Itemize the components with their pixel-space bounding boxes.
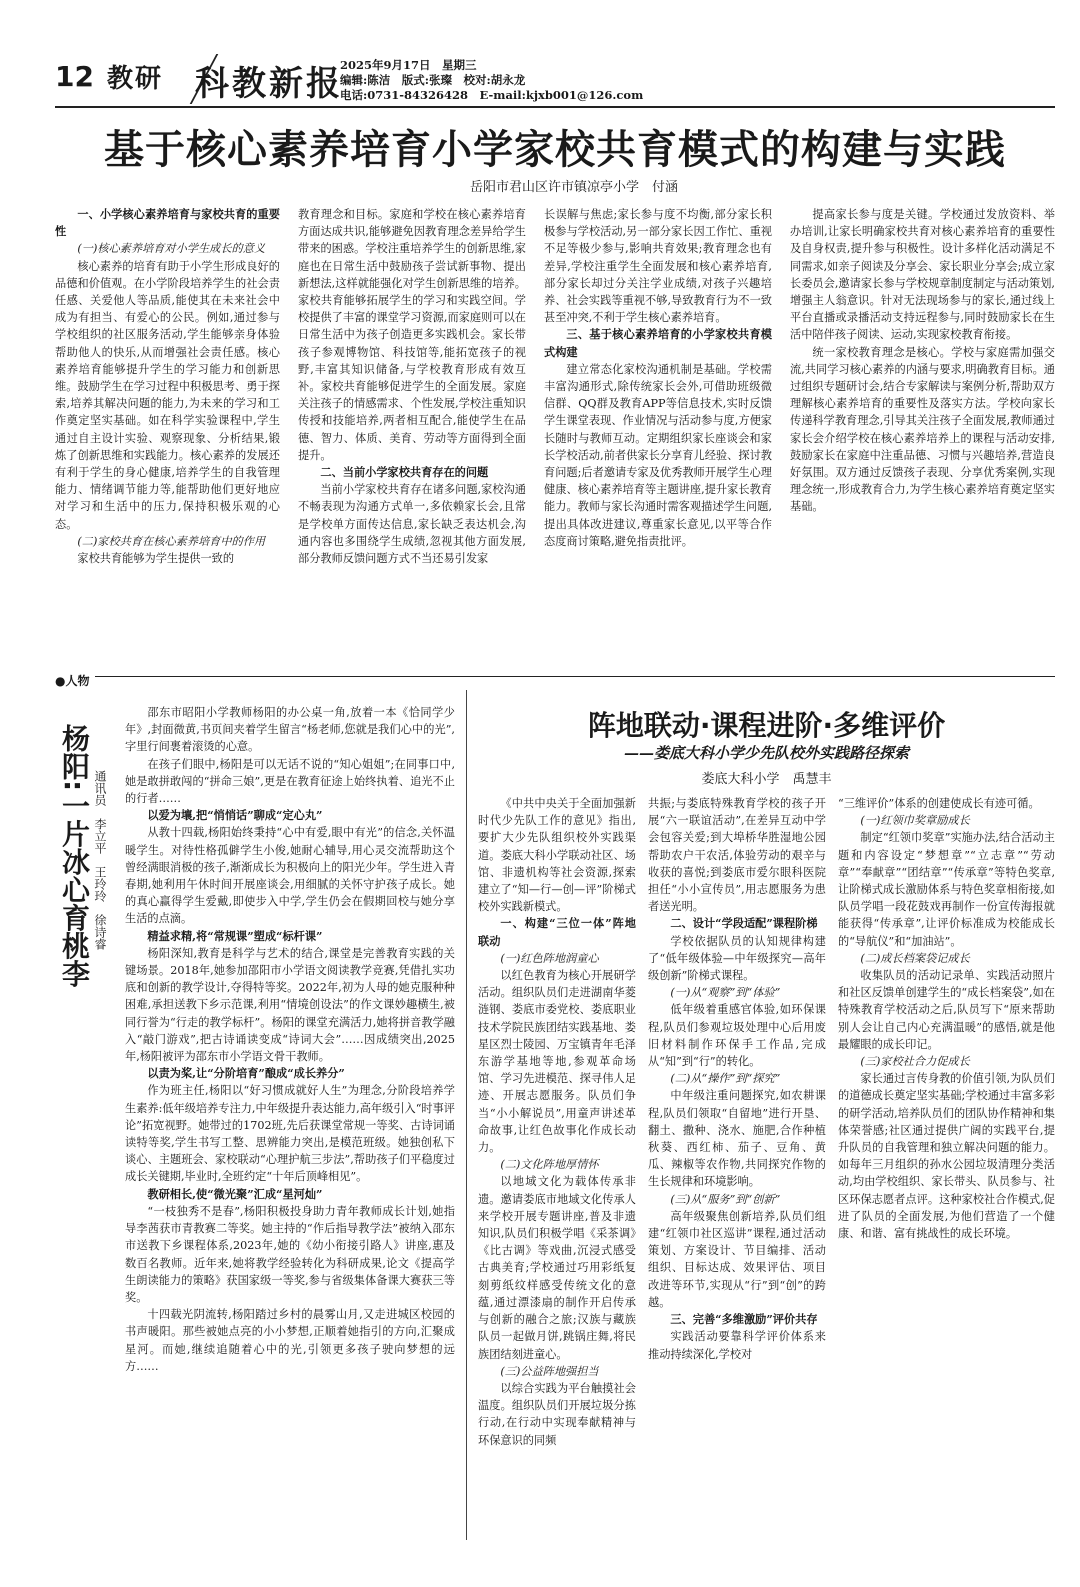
paragraph: 学校依据队员的认知规律构建了“低年级体验—中年级探究—高年级创新”阶梯式课程。	[648, 934, 826, 983]
subsection-heading: (二)成长档案袋记成长	[860, 951, 970, 965]
subsection-heading: (二)家校共育在核心素养培育中的作用	[77, 534, 266, 548]
paragraph: 作为班主任,杨阳以“好习惯成就好人生”为理念,分阶段培养学生素养:低年级培养专注力,中年级提升表达能力,高年级引入“时事评论”拓宽视野。她带过的1702班,先后获课堂常规一等奖、古诗词诵读特等奖,学生书写工整、思辨能力突出,是模范班级。她独创私下谈心、主题班会、家校联动“心理护航三步法”,帮助孩子们平稳度过成长关键期,毕业时,全班约定“十年后顶峰相见”。	[125, 1084, 455, 1184]
paragraph: 中年级注重问题探究,如农耕课程,队员们领取“自留地”进行开垦、翻土、撒种、浇水、施肥,合作种植秋葵、西红柿、茄子、豆角、黄瓜、辣椒等农作物,共同探究作物的生长规律和环境影响。	[648, 1089, 826, 1189]
paragraph: 实践活动要靠科学评价体系来推动持续深化,学校对	[648, 1330, 826, 1361]
paragraph: 《中共中央关于全面加强新时代少先队工作的意见》指出,要扩大少先队组织校外实践渠道。娄底大科小学联动社区、场馆、非遗机构等社会资源,探索建立了“知—行—创—评”阶梯式校外实践新模式。	[478, 797, 636, 914]
masthead-rule	[55, 106, 1055, 108]
paragraph: 教育理念和目标。家庭和学校在核心素养培育方面达成共识,能够避免因教育理念差异给学生带来的困惑。学校注重培养学生的创新思维,家庭也在日常生活中鼓励孩子尝试新事物、提出新想法,这样就能强化对学生创新思维的培养。家校共育能够拓展学生的学习和实践空间。学校提供了丰富的课堂学习资源,而家庭则可以在日常生活中为孩子创造更多实践机会。家长带孩子参观博物馆、科技馆等,能拓宽孩子的视野,丰富其知识储备,与学校教育形成有效互补。家校共育能够促进学生的全面发展。家庭关注孩子的情感需求、个性发展,学校注重知识传授和技能培养,两者相互配合,能使学生在品德、智力、体质、美育、劳动等方面得到全面提升。	[298, 208, 526, 462]
article1-column-4	[790, 206, 1055, 671]
section-name: 教研	[107, 64, 164, 94]
paragraph: “一枝独秀不是春”,杨阳积极投身助力青年教师成长计划,她指导李茜获市青教赛二等奖。她主持的“作后指导教学法”被纳入邵东市送教下乡课程体系,2023年,她的《幼小衔接引路人》讲座,惠及数百名教师。近年来,她将教学经验转化为科研成果,论文《提高学生朗读能力的策略》获国家级一等奖,参与省级集体备课大赛获三等奖。	[125, 1204, 455, 1304]
subsection-heading: (二)从“操作”到“探究”	[670, 1072, 781, 1086]
section-heading: 以责为桨,让“分阶培育”酿成“成长养分”	[147, 1066, 345, 1081]
subsection-heading: (三)公益阵地强担当	[500, 1364, 599, 1378]
paragraph: 长误解与焦虑;家长参与度不均衡,部分家长积极参与学校活动,另一部分家长因工作忙、重视不足等极少参与,影响共育效果;教育理念也有差异,学校注重学生全面发展和核心素养培育,部分家长却过分关注学业成绩,对孩子兴趣培养、社会实践等重视不够,导致教育行为不一致甚至冲突,不利于学生核心素养培育。	[544, 208, 772, 325]
paragraph: 十四载光阴流转,杨阳踏过乡村的晨雾山月,又走进城区校园的书声暖阳。那些被她点亮的小小梦想,正顺着她指引的方向,汇聚成星河。而她,继续追随着心中的光,引领更多孩子驶向梦想的远方……	[125, 1308, 455, 1373]
paragraph: “三维评价”体系的创建使成长有迹可循。	[838, 797, 1040, 810]
subsection-heading: (三)家校社合力促成长	[860, 1055, 970, 1069]
section-heading: 一、构建“三位一体”阵地联动	[478, 916, 636, 948]
subsection-heading: (一)红色阵地润童心	[500, 951, 599, 965]
subsection-heading: (二)文化阵地厚情怀	[500, 1158, 599, 1172]
section-heading: 二、设计“学段适配”课程阶梯	[670, 916, 818, 931]
section-heading: 二、当前小学家校共育存在的问题	[320, 465, 489, 480]
section-heading: 三、完善“多维激励”评价共存	[670, 1312, 818, 1327]
article3-title: 阵地联动·课程进阶·多维评价	[587, 709, 946, 742]
subsection-heading: (一)从“观察”到“体验”	[670, 986, 781, 1000]
article2-body	[125, 704, 455, 1574]
paragraph: 核心素养的培育有助于小学生形成良好的品德和价值观。在小学阶段培养学生的社会责任感、关爱他人等品质,能使其在未来社会中成为有担当、有爱心的公民。例如,通过参与学校组织的社区服务活动,学生能够亲身体验帮助他人的快乐,从而增强社会责任感。核心素养培育能够提升学生的学习能力和创新思维。鼓励学生在学习过程中积极思考、勇于探索,培养其解决问题的能力,为未来的学习和工作奠定坚实基础。如在科学实验课程中,学生通过自主设计实验、观察现象、分析结果,锻炼了创新思维和实践能力。核心素养的发展还有利于学生的身心健康,培养学生的自我管理能力、情绪调节能力等,能帮助他们更好地应对学习和生活中的压力,保持积极乐观的心态。	[55, 259, 280, 531]
article1-column-2	[298, 206, 526, 671]
article2-title: 杨阳:一片冰心育桃李	[58, 724, 91, 988]
section-heading: 精益求精,将“常规课”塑成“标杆课”	[147, 928, 323, 943]
subsection-heading: (一)核心素养培育对小学生成长的意义	[77, 242, 266, 256]
section-tag: ●人物	[55, 672, 95, 689]
article1-column-3	[544, 206, 772, 671]
paragraph: 在孩子们眼中,杨阳是可以无话不说的“知心姐姐”;在同事口中,她是敢拼敢闯的“拼命三娘”,更是在教育征途上始终执着、追光不止的行者……	[125, 757, 455, 806]
section-heading: 一、小学核心素养培育与家校共育的重要性	[55, 207, 280, 239]
article1-title: 基于核心素养培育小学家校共育模式的构建与实践	[104, 127, 1006, 173]
column-divider	[466, 690, 467, 1540]
section-heading: 三、基于核心素养培育的小学家校共育模式构建	[544, 327, 772, 359]
article3-column-1	[478, 795, 636, 1575]
paragraph: 以综合实践为平台触摸社会温度。组织队员们开展垃圾分拣行动,在行动中实现奉献精神与环保意识的同频	[478, 1381, 636, 1447]
section-heading: 教研相长,使“微光聚”汇成“星河灿”	[147, 1186, 323, 1201]
section-rule	[55, 676, 1055, 677]
issue-date: 2025年9月17日 星期三	[340, 58, 477, 72]
article3-subtitle: ——娄底大科小学少先队校外实践路径探索	[623, 744, 909, 762]
paragraph: 从教十四载,杨阳始终秉持“心中有爱,眼中有光”的信念,关怀温暖学生。对待性格孤僻学生小俊,她耐心辅导,用心灵交流帮助这个曾经满眼消极的孩子,渐渐成长为积极向上的阳光少年。学生进入青春期,她利用午休时间开展座谈会,用细腻的关怀守护孩子成长。她的真心赢得学生爱戴,即使步入中学,学生仍会在假期回校与她分享生活的点滴。	[125, 826, 455, 926]
paragraph: 建立常态化家校沟通机制是基础。学校需丰富沟通形式,除传统家长会外,可借助班级微信群、QQ群及教育APP等信息技术,实时反馈学生课堂表现、作业情况与活动参与度,方便家长随时与教师互动。定期组织家长座谈会和家长学校活动,前者供家长分享育儿经验、探讨教育问题;后者邀请专家及优秀教师开展学生心理健康、核心素养培育等主题讲座,提升家长教育能力。教师与家长沟通时需客观描述学生问题,提出具体改进建议,尊重家长意见,以平等合作态度商讨策略,避免指责批评。	[544, 362, 772, 548]
contact-info: 电话:0731-84326428 E-mail:kjxb001@126.com	[340, 88, 644, 102]
paragraph: 以地域文化为载体传承非遗。邀请娄底市地域文化传承人来学校开展专题讲座,普及非遗知识,队员们积极学唱《采茶调》《比古调》等戏曲,沉浸式感受古典美育;学校通过巧用彩纸复刻剪纸纹样感受传统文化的意蕴,通过漂漆扇的制作开启传承与创新的融合之旅;汉族与藏族队员一起做月饼,跳锅庄舞,将民族团结刻进童心。	[478, 1175, 636, 1361]
article3-column-3	[838, 795, 1055, 1575]
masthead-meta	[340, 58, 643, 103]
paragraph: 杨阳深知,教育是科学与艺术的结合,课堂是完善教育实践的关键场景。2018年,她参加邵阳市小学语文阅读教学竞赛,凭借扎实功底和创新的教学设计,夺得特等奖。2022年,初为人母的她克服种种困难,承担送教下乡示范课,利用“情境创设法”的作文课妙趣横生,被同行誉为“行走的教学标杆”。杨阳的课堂充满活力,她将拼音教学融入“敲门游戏”,把古诗诵读变成“诗词大会”……因成绩突出,2025年,杨阳被评为邵东市小学语文骨干教师。	[125, 946, 455, 1064]
paragraph: 制定“红领巾奖章”实施办法,结合活动主题和内容设定“梦想章”“立志章”“劳动章”“奉献章”“团结章”“传承章”等特色奖章,让阶梯式成长激励体系与特色奖章相衔接,如队员学唱一段花鼓戏再制作一份宣传海报就能获得“传承章”,让评价标准成为校能成长的“导航仪”和“加油站”。	[838, 831, 1055, 948]
subsection-heading: (三)从“服务”到“创新”	[670, 1192, 781, 1206]
article2-authors: 通讯员 李立平 王玲玲 徐诗睿	[93, 770, 107, 950]
page-number: 12	[55, 60, 94, 93]
paragraph: 家校共育能够为学生提供一致的	[77, 552, 235, 566]
article1-byline: 岳阳市君山区许市镇凉亭小学 付涵	[470, 180, 679, 195]
paragraph: 邵东市昭阳小学教师杨阳的办公桌一角,放着一本《恰同学少年》,封面微黄,书页间夹着学生留言“杨老师,您就是我们心中的光”,字里行间裹着滚烫的心意。	[125, 706, 455, 754]
paragraph: 提高家长参与度是关键。学校通过发放资料、举办培训,让家长明确家校共育对核心素养培育的重要性及自身权责,提升参与积极性。设计多样化活动满足不同需求,如亲子阅读及分享会、家长职业分享会;成立家长委员会,邀请家长参与学校规章制度制定与活动策划,增强主人翁意识。针对无法现场参与的家长,通过线上平台直播或录播活动支持远程参与,同时鼓励家长在生活中陪伴孩子阅读、运动,实现家校教育衔接。	[790, 208, 1055, 342]
paragraph: 统一家校教育理念是核心。学校与家庭需加强交流,共同学习核心素养的内涵与要求,明确教育目标。通过组织专题研讨会,结合专家解读与案例分析,帮助双方理解核心素养培育的重要性及落实方法。学校向家长传递科学教育理念,引导其关注孩子全面发展,教师通过家长会介绍学校在核心素养培养上的课程与活动安排,鼓励家长在家庭中注重品德、习惯与兴趣培养,营造良好氛围。双方通过反馈孩子表现、分享优秀案例,实现理念统一,形成教育合力,为学生核心素养培育奠定坚实基础。	[790, 345, 1055, 514]
masthead	[55, 58, 1055, 106]
paragraph: 低年级着重感官体验,如环保课程,队员们参观垃圾处理中心后用废旧材料制作环保手工作品,完成从“知”到“行”的转化。	[648, 1003, 826, 1069]
paragraph: 高年级聚焦创新培养,队员们组建“红领巾社区巡讲”课程,通过活动策划、方案设计、节目编排、活动组织、目标达成、效果评估、项目改进等环节,实现从“行”到“创”的跨越。	[648, 1209, 826, 1309]
paragraph: 当前小学家校共育存在诸多问题,家校沟通不畅表现为沟通方式单一,多依赖家长会,且常是学校单方面传达信息,家长缺乏表达机会,沟通内容也多围绕学生成绩,忽视其他方面发展,部分教师反馈问题方式不当还易引发家	[298, 483, 526, 566]
paper-name: 科教新报	[195, 64, 343, 104]
section-heading: 以爱为壤,把“悄悄话”聊成“定心丸”	[147, 808, 323, 823]
editor-credits: 编辑:陈洁 版式:张璨 校对:胡永龙	[340, 73, 526, 87]
article3-column-2	[648, 795, 826, 1575]
subsection-heading: (一)红领巾奖章励成长	[860, 814, 970, 828]
paragraph: 家长通过言传身教的价值引领,为队员们的道德成长奠定坚实基础;学校通过丰富多彩的研学活动,培养队员们的团队协作精神和集体荣誉感;社区通过提供广阔的实践平台,提升队员的自我管理和独立解决问题的能力。如每年三月组织的孙水公园垃圾清理分类活动,均由学校组织、家长带头、队员参与、社区环保志愿者点评。这种家校社合作模式,促进了队员的全面发展,为他们营造了一个健康、和谐、富有挑战性的成长环境。	[838, 1072, 1055, 1241]
article1-column-1	[55, 206, 280, 671]
paragraph: 以红色教育为核心开展研学活动。组织队员们走进湖南华菱涟钢、娄底市委党校、娄底职业技术学院民族团结实践基地、娄星区烈士陵园、万宝镇青年毛泽东游学基地等地,参观革命场馆、学习先进模范、探寻伟人足迹、开展志愿服务。队员们争当“小小解说员”,用童声讲述革命故事,让红色故事化作成长动力。	[478, 969, 636, 1155]
paragraph: 收集队员的活动记录单、实践活动照片和社区反馈单创建学生的“成长档案袋”,如在特殊教育学校活动之后,队员写下“原来帮助别人会让自己内心充满温暖”的感悟,就是他最耀眼的成长印记。	[838, 969, 1055, 1051]
article3-byline: 娄底大科小学 禹慧丰	[701, 772, 832, 787]
paragraph: 共振;与娄底特殊教育学校的孩子开展“六一联谊活动”,在差异互动中学会包容关爱;到大埠桥华胜湿地公园帮助农户干农活,体验劳动的艰辛与收获的喜悦;到娄底市爱尔眼科医院担任“小小宣传员”,用志愿服务为患者送光明。	[648, 797, 826, 914]
